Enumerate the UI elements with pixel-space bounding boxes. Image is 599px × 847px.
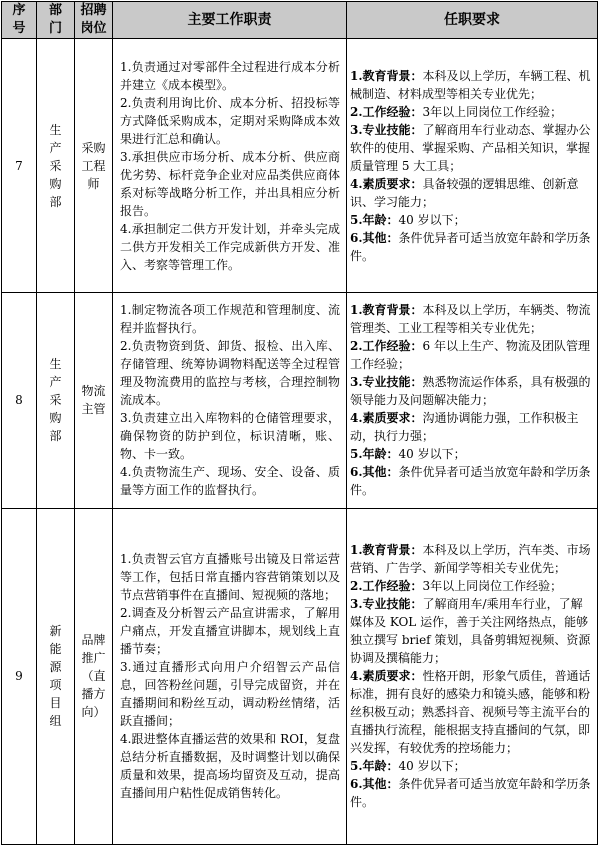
requirement-item bbox=[350, 667, 593, 757]
requirement-item bbox=[350, 337, 593, 373]
duty-item: 4.跟进整体直播运营的效果和 ROI，复盘总结分析直播数据，及时调整计划以确保质量和效果，提高场均留资及互动，提高直播间用户粘性促成销售转化。 bbox=[120, 732, 340, 801]
table-row bbox=[2, 293, 598, 508]
duty-item: 1.负责智云官方直播账号出镜及日常运营等工作，包括日常直播内容营销策划以及节点营销事件在直播间、短视频的落地； bbox=[120, 552, 340, 603]
requirement-text: 40 岁以下； bbox=[398, 759, 466, 774]
row-requirements bbox=[347, 293, 598, 508]
requirement-item bbox=[350, 595, 593, 667]
row-position: 物流主管 bbox=[81, 384, 106, 417]
requirement-label: 6.其他： bbox=[350, 777, 399, 792]
requirement-text: 本科及以上学历，车辆类、物流管理类、工业工程等相关专业优先； bbox=[350, 303, 591, 336]
requirement-text: 条件优异者可适当放宽年龄和学历条件。 bbox=[350, 465, 591, 498]
row-seq: 9 bbox=[2, 508, 37, 844]
requirement-item bbox=[350, 121, 593, 175]
requirement-label: 1.教育背景： bbox=[350, 303, 423, 318]
row-requirements bbox=[347, 508, 598, 844]
requirement-item bbox=[350, 445, 593, 463]
requirement-label: 3.专业技能： bbox=[350, 597, 423, 612]
requirement-label: 4.素质要求： bbox=[350, 176, 423, 191]
row-dept-cell bbox=[37, 508, 75, 844]
requirement-item bbox=[350, 577, 593, 595]
duty-item: 3.负责建立出入库物料的仓储管理要求，确保物资的防护到位，标识清晰，账、物、卡一致。 bbox=[120, 411, 340, 462]
requirement-item bbox=[350, 175, 593, 211]
header-duties: 主要工作职责 bbox=[113, 2, 347, 39]
requirement-label: 6.其他： bbox=[350, 230, 399, 245]
requirement-item bbox=[350, 775, 593, 811]
header-position: 招聘岗位 bbox=[75, 2, 113, 39]
requirement-label: 4.素质要求： bbox=[350, 411, 423, 426]
row-seq: 8 bbox=[2, 293, 37, 508]
requirement-text: 本科及以上学历，车辆工程、机械制造、材料成型等相关专业优先； bbox=[350, 68, 591, 101]
requirement-item bbox=[350, 211, 593, 229]
requirement-text: 本科及以上学历，汽车类、市场营销、广告学、新闻学等相关专业优先； bbox=[350, 543, 591, 576]
requirement-label: 2.工作经验： bbox=[350, 104, 423, 119]
requirement-label: 3.专业技能： bbox=[350, 122, 423, 137]
requirement-text: 6 年以上生产、物流及团队管理工作经验； bbox=[350, 339, 590, 372]
requirement-item bbox=[350, 229, 593, 265]
requirement-text: 性格开朗，形象气质佳，普通话标准，拥有良好的感染力和镜头感，能够和粉丝积极互动；熟悉抖音、视频号等主流平台的直播执行流程，能根据支持直播间的气氛，即兴发挥，有较优秀的控场能力； bbox=[350, 669, 591, 756]
row-requirements bbox=[347, 39, 598, 293]
requirement-label: 1.教育背景： bbox=[350, 543, 423, 558]
requirement-text: 沟通协调能力强，工作积极主动，执行力强； bbox=[350, 411, 579, 444]
requirement-item bbox=[350, 409, 593, 445]
row-dept: 新能源项目组 bbox=[49, 624, 62, 729]
requirement-text: 40 岁以下； bbox=[398, 447, 466, 462]
row-duties bbox=[113, 39, 347, 293]
row-dept: 生产采购部 bbox=[49, 122, 62, 209]
row-position-cell bbox=[75, 508, 113, 844]
row-position-cell bbox=[75, 39, 113, 293]
duty-item: 1.负责通过对零部件全过程进行成本分析并建立《成本模型》。 bbox=[120, 59, 340, 92]
requirement-item bbox=[350, 757, 593, 775]
requirement-label: 5.年龄： bbox=[350, 212, 399, 227]
requirement-item bbox=[350, 373, 593, 409]
requirement-label: 5.年龄： bbox=[350, 759, 399, 774]
requirement-item bbox=[350, 67, 593, 103]
requirement-label: 2.工作经验： bbox=[350, 579, 423, 594]
requirement-text: 具备较强的逻辑思维、创新意识、学习能力； bbox=[350, 176, 579, 209]
table-row bbox=[2, 508, 598, 844]
row-duties bbox=[113, 293, 347, 508]
row-position-cell bbox=[75, 293, 113, 508]
duty-item: 4.负责物流生产、现场、安全、设备、质量等方面工作的监督执行。 bbox=[120, 465, 340, 498]
requirement-label: 5.年龄： bbox=[350, 447, 399, 462]
duty-item: 2.负责利用询比价、成本分析、招投标等方式降低采购成本，定期对采购降成本效果进行汇总和确认。 bbox=[120, 95, 340, 146]
requirement-text: 3年以上同岗位工作经验； bbox=[422, 104, 563, 119]
header-seq: 序号 bbox=[2, 2, 37, 39]
duty-item: 2.负责物资到货、卸货、报检、出入库、存储管理、统筹协调物料配送等全过程管理及物流费用的监控与考核，合理控制物流成本。 bbox=[120, 339, 340, 408]
requirement-label: 2.工作经验： bbox=[350, 339, 423, 354]
requirement-text: 条件优异者可适当放宽年龄和学历条件。 bbox=[350, 777, 591, 810]
duty-item: 3.通过直播形式向用户介绍智云产品信息，回答粉丝问题，引导完成留资，并在直播期间和粉丝互动，调动粉丝情绪，活跃直播间； bbox=[120, 660, 340, 729]
requirement-label: 6.其他： bbox=[350, 465, 399, 480]
requirement-item bbox=[350, 541, 593, 577]
requirement-text: 3年以上同岗位工作经验； bbox=[422, 579, 563, 594]
duty-item: 4.承担制定二供方开发计划，并牵头完成二供方开发相关工作完成新供方开发、准入、考察等管理工作。 bbox=[120, 221, 340, 272]
table-row bbox=[2, 39, 598, 293]
duty-item: 2.调查及分析智云产品宣讲需求，了解用户痛点，开发直播宣讲脚本，规划线上直播节奏； bbox=[120, 606, 340, 657]
requirement-item bbox=[350, 103, 593, 121]
header-requirements: 任职要求 bbox=[347, 2, 598, 39]
requirement-text: 了解商用车行业动态、掌握办公软件的使用、掌握采购、产品相关知识，掌握质量管理 5 大工具； bbox=[350, 122, 591, 173]
row-position: 品牌推广（直播方向） bbox=[81, 633, 106, 720]
row-dept-cell bbox=[37, 293, 75, 508]
header-row bbox=[2, 2, 598, 39]
requirement-text: 40 岁以下； bbox=[398, 212, 466, 227]
requirement-text: 了解商用车/乘用车行业，了解媒体及 KOL 运作，善于关注网络热点，能够独立撰写 brief 策划，具备剪辑短视频、资源协调及撰稿能力； bbox=[350, 597, 591, 666]
header-dept: 部门 bbox=[37, 2, 75, 39]
requirement-item bbox=[350, 301, 593, 337]
row-duties bbox=[113, 508, 347, 844]
row-position: 采购工程师 bbox=[81, 140, 106, 191]
requirement-label: 1.教育背景： bbox=[350, 68, 423, 83]
job-requirements-table bbox=[1, 1, 598, 845]
row-dept-cell bbox=[37, 39, 75, 293]
requirement-text: 熟悉物流运作体系，具有极强的领导能力及问题解决能力； bbox=[350, 375, 591, 408]
requirement-label: 4.素质要求： bbox=[350, 669, 423, 684]
row-dept: 生产采购部 bbox=[49, 357, 62, 444]
requirement-item bbox=[350, 463, 593, 499]
duty-item: 3.承担供应市场分析、成本分析、供应商优劣势、标杆竞争企业对应品类供应商体系对标等战略分析工作，并出具相应分析报告。 bbox=[120, 149, 340, 218]
requirement-text: 条件优异者可适当放宽年龄和学历条件。 bbox=[350, 230, 591, 263]
requirement-label: 3.专业技能： bbox=[350, 375, 423, 390]
duty-item: 1.制定物流各项工作规范和管理制度、流程并监督执行。 bbox=[120, 303, 340, 336]
row-seq: 7 bbox=[2, 39, 37, 293]
